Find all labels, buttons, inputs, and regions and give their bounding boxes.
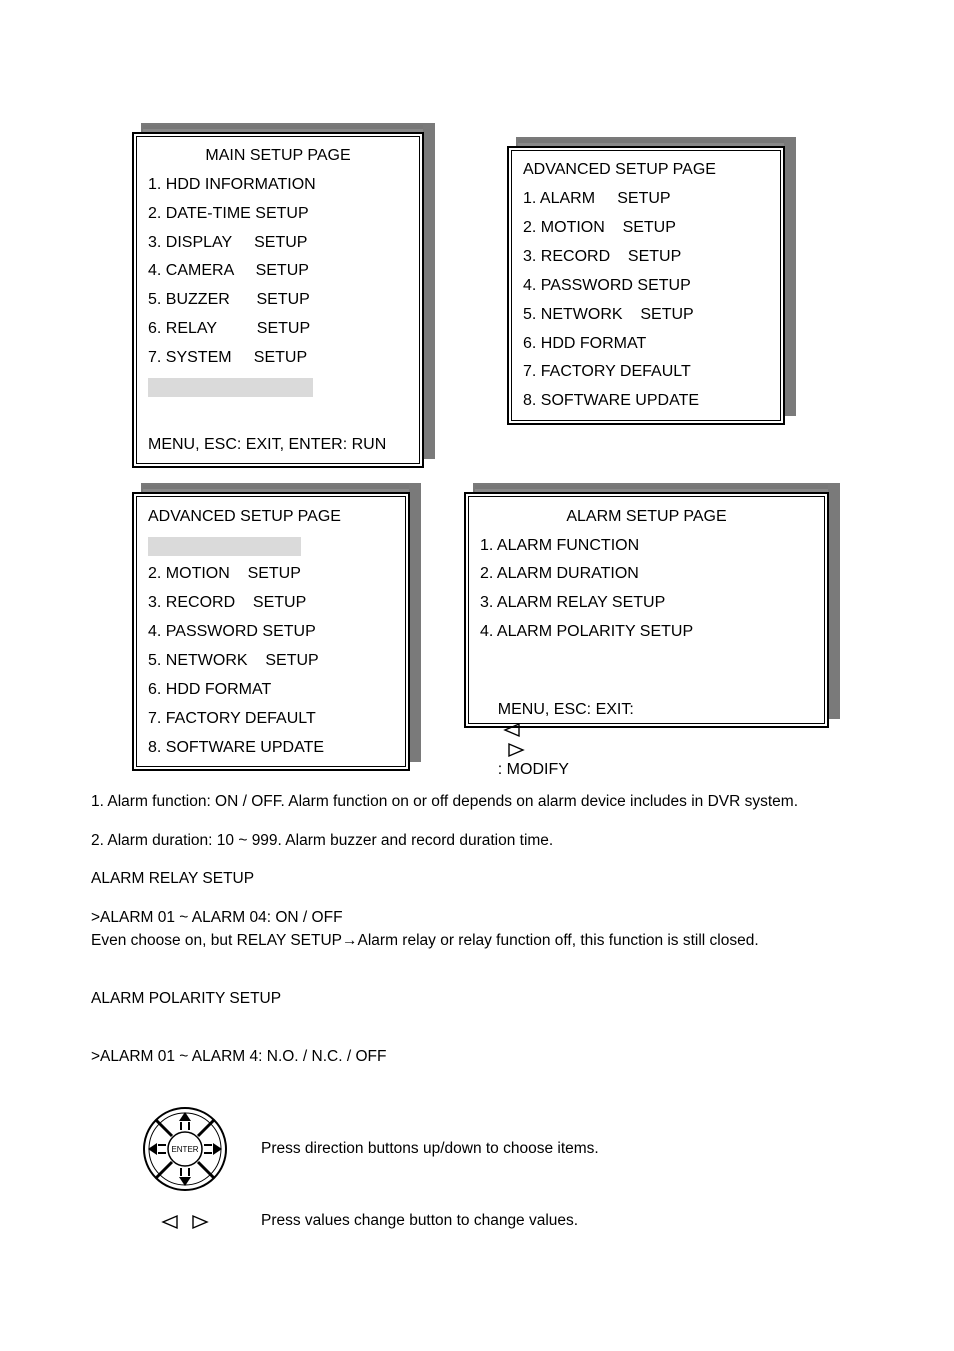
alarm-function-text: 1. Alarm function: ON / OFF. Alarm function on or off depends on alarm device includes in DVR system. (91, 793, 799, 810)
menu-item: 3. DISPLAY SETUP (148, 234, 308, 251)
menu-item: 8. SOFTWARE UPDATE (148, 739, 325, 756)
right-triangle-icon (504, 742, 526, 758)
alarm-relay-note: Even choose on, but RELAY SETUP→Alarm relay or relay function off, this function is still closed. (91, 932, 759, 949)
menu-title: ALARM SETUP PAGE (566, 508, 727, 525)
dpad-enter-icon (142, 1106, 228, 1192)
menu-item: 1. ALARM FUNCTION (480, 537, 640, 554)
menu-item: 2. ALARM DURATION (480, 565, 639, 582)
footer-prefix: MENU, ESC: EXIT: (497, 701, 634, 718)
menu-item: 5. NETWORK SETUP (148, 652, 319, 669)
left-triangle-icon (160, 1214, 182, 1230)
main-setup-menu (132, 132, 424, 468)
menu-footer (480, 680, 634, 800)
menu-item: 1. ALARM SETUP (523, 190, 671, 207)
menu-item: 8. SOFTWARE UPDATE (523, 392, 700, 409)
menu-item: 7. FACTORY DEFAULT (148, 710, 316, 727)
enter-label: ENTER (171, 1145, 199, 1154)
menu-item: 4. PASSWORD SETUP (148, 623, 316, 640)
menu-item: 4. ALARM POLARITY SETUP (480, 623, 694, 640)
alarm-relay-heading: ALARM RELAY SETUP (91, 870, 255, 887)
value-change-text: Press values change button to change values. (261, 1212, 579, 1229)
menu-title: ADVANCED SETUP PAGE (523, 161, 716, 178)
alarm-polarity-range: >ALARM 01 ~ ALARM 4: N.O. / N.C. / OFF (91, 1048, 387, 1065)
left-triangle-icon (502, 722, 524, 738)
alarm-relay-range: >ALARM 01 ~ ALARM 04: ON / OFF (91, 909, 343, 926)
menu-item: 6. HDD FORMAT (523, 335, 647, 352)
menu-item: 3. RECORD SETUP (148, 594, 307, 611)
menu-item: 7. FACTORY DEFAULT (523, 363, 691, 380)
right-triangle-icon (188, 1214, 210, 1230)
menu-item: 4. CAMERA SETUP (148, 262, 309, 279)
menu-footer: MENU, ESC: EXIT, ENTER: RUN (148, 436, 387, 453)
menu-item: 2. MOTION SETUP (523, 219, 676, 236)
menu-item: 1. HDD INFORMATION (148, 176, 316, 193)
menu-item: 5. BUZZER SETUP (148, 291, 310, 308)
menu-item: 3. RECORD SETUP (523, 248, 682, 265)
menu-item: 2. DATE-TIME SETUP (148, 205, 309, 222)
menu-item: 6. HDD FORMAT (148, 681, 272, 698)
menu-item: 7. SYSTEM SETUP (148, 349, 308, 366)
menu-item: 4. PASSWORD SETUP (523, 277, 691, 294)
direction-buttons-text: Press direction buttons up/down to choose items. (261, 1140, 599, 1157)
advanced-setup-menu-a (507, 146, 785, 425)
advanced-setup-menu-b (132, 492, 410, 771)
menu-item: 3. ALARM RELAY SETUP (480, 594, 666, 611)
menu-title: ADVANCED SETUP PAGE (148, 508, 341, 525)
alarm-duration-text: 2. Alarm duration: 10 ~ 999. Alarm buzzer and record duration time. (91, 832, 554, 849)
footer-suffix: : MODIFY (497, 761, 569, 778)
menu-item: 5. NETWORK SETUP (523, 306, 694, 323)
menu-item: 2. MOTION SETUP (148, 565, 301, 582)
menu-item: 6. RELAY SETUP (148, 320, 311, 337)
selection-highlight (148, 378, 313, 397)
menu-title: MAIN SETUP PAGE (205, 147, 351, 164)
selection-highlight (148, 537, 301, 556)
alarm-polarity-heading: ALARM POLARITY SETUP (91, 990, 282, 1007)
alarm-setup-menu (464, 492, 829, 778)
